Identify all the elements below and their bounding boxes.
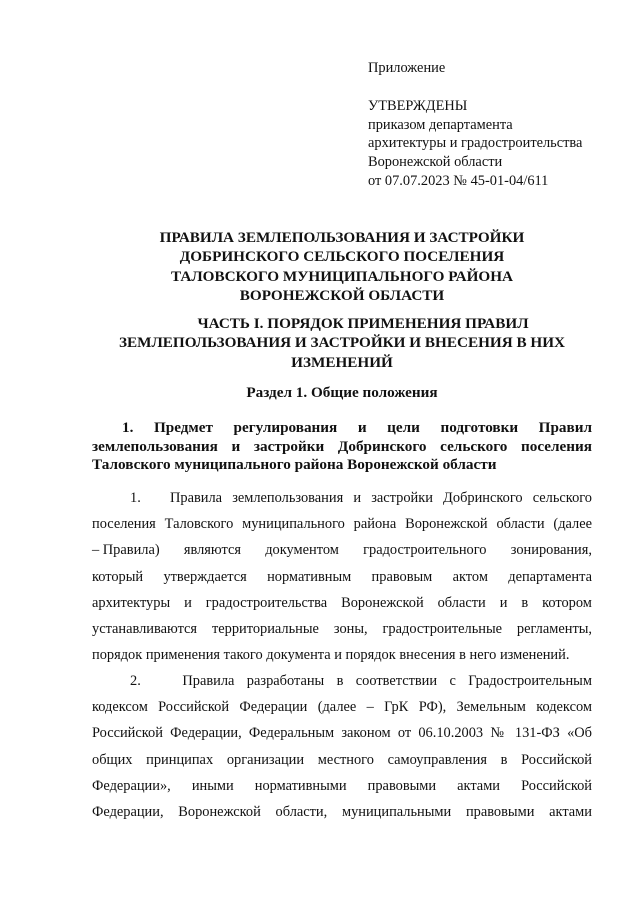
paragraph-word: в — [500, 751, 508, 768]
paragraph-word: ГрК — [384, 699, 409, 716]
paragraph-number: 1. — [130, 490, 141, 506]
paragraph-word: Российской — [521, 777, 592, 794]
paragraph-text: устанавливаются территориальные зоны, градостроительные регламенты, — [92, 620, 592, 637]
paragraph-text: Правила землепользования и застройки Добринского сельского — [170, 490, 592, 506]
paragraph-word: Российской — [521, 751, 592, 768]
paragraph-word: с — [449, 673, 456, 689]
paragraph-word: Российской — [158, 699, 230, 716]
part-heading-line: ЧАСТЬ I. ПОРЯДОК ПРИМЕНЕНИЯ ПРАВИЛ — [197, 315, 529, 332]
appendix-label: Приложение — [368, 60, 446, 76]
paragraph-line — [92, 564, 592, 590]
paragraph-word: который — [92, 568, 144, 585]
paragraph-word: актами — [457, 777, 501, 794]
subject-word: подготовки — [440, 419, 519, 436]
subject-word: регулирования — [233, 419, 338, 436]
paragraph-line — [92, 694, 592, 720]
paragraph-word: нормативным — [267, 568, 352, 585]
paragraph-word: градостроительства — [205, 594, 328, 611]
subject-word: Добринского — [337, 437, 427, 455]
paragraph-word: кодексом — [92, 699, 148, 716]
paragraph-word: – Правила) — [92, 542, 160, 559]
paragraph-word: актом — [452, 568, 488, 585]
paragraph-line — [92, 485, 592, 511]
paragraph-text: порядок применения такого документа и порядок внесения в него изменений. — [92, 647, 570, 664]
paragraph-number: 2. — [130, 673, 141, 689]
approval-order-number: от 07.07.2023 № 45-01-04/611 — [368, 172, 549, 189]
subject-heading — [92, 419, 592, 475]
paragraph-word: документом — [265, 542, 339, 559]
paragraph-word: Воронежской — [178, 803, 261, 820]
paragraph-word: градостроительного — [363, 542, 487, 559]
paragraph-word: области, — [275, 803, 328, 820]
title-line: ДОБРИНСКОГО СЕЛЬСКОГО ПОСЕЛЕНИЯ — [179, 248, 505, 266]
part-heading-line: ИЗМЕНЕНИЙ — [291, 353, 393, 371]
paragraph-word: Федерации», — [92, 777, 171, 794]
paragraph-word: РФ), — [418, 699, 447, 716]
paragraph-word: – — [366, 699, 374, 716]
paragraph-word: организации — [226, 751, 305, 768]
paragraph-word: актами — [549, 803, 592, 820]
paragraph-word: самоуправления — [387, 751, 487, 768]
paragraph-1 — [92, 485, 592, 668]
document-title — [92, 228, 592, 305]
paragraph-word: местного — [317, 751, 374, 768]
paragraph-line — [92, 773, 592, 799]
paragraph-line — [92, 537, 592, 563]
approval-block — [368, 59, 628, 191]
approved-label: УТВЕРЖДЕНЫ — [368, 97, 468, 114]
paragraph-word: иными — [191, 777, 234, 794]
paragraph-word: нормативными — [254, 777, 347, 794]
paragraph-word: Воронежской — [341, 594, 424, 611]
paragraph-word: департамента — [508, 568, 592, 585]
subject-line-3: Таловского муниципального района Воронежской области — [92, 456, 497, 474]
title-line: ВОРОНЕЖСКОЙ ОБЛАСТИ — [239, 286, 445, 304]
paragraph-text: поселения Таловского муниципального района Воронежской области (далее — [92, 516, 592, 533]
paragraph-word: являются — [183, 542, 241, 559]
paragraph-word: утверждается — [163, 568, 247, 585]
paragraph-line — [92, 590, 592, 616]
paragraph-line — [92, 511, 592, 537]
subject-word: цели — [387, 419, 420, 436]
paragraph-word: Правила — [182, 673, 235, 689]
paragraph-line — [92, 616, 592, 642]
paragraph-line — [92, 668, 592, 694]
subject-word: поселения — [520, 437, 592, 455]
paragraph-word: (далее — [317, 699, 357, 716]
paragraph-word: в — [336, 673, 344, 689]
subject-word: застройки — [253, 437, 325, 455]
paragraph-2 — [92, 668, 592, 825]
paragraph-word: правовыми — [465, 803, 535, 820]
paragraph-line — [92, 799, 592, 825]
subject-word: землепользования — [92, 437, 218, 455]
paragraph-word: принципах — [146, 751, 214, 768]
paragraph-word: зонирования, — [510, 542, 592, 559]
paragraph-text: Российской Федерации, Федеральным законом от 06.10.2003 № 131-ФЗ «Об — [92, 725, 592, 742]
approval-line: приказом департамента — [368, 116, 513, 133]
subject-word: Предмет — [153, 419, 213, 436]
paragraph-word: муниципальными — [341, 803, 452, 820]
title-line: ТАЛОВСКОГО МУНИЦИПАЛЬНОГО РАЙОНА — [170, 267, 513, 285]
paragraph-word: общих — [92, 751, 133, 768]
paragraph-line — [92, 720, 592, 746]
part-heading-line: ЗЕМЛЕПОЛЬЗОВАНИЯ И ЗАСТРОЙКИ И ВНЕСЕНИЯ В НИХ — [118, 334, 565, 352]
part-heading — [92, 314, 592, 372]
subject-number: 1. — [122, 419, 134, 436]
paragraph-word: соответствии — [355, 673, 438, 689]
subject-word: и — [357, 419, 367, 436]
paragraph-word: котором — [542, 594, 592, 611]
paragraph-word: архитектуры — [92, 594, 171, 611]
approval-line: Воронежской области — [368, 154, 503, 171]
paragraph-word: Федерации, — [92, 803, 164, 820]
subject-word: Правил — [538, 419, 592, 436]
paragraph-word: Земельным — [456, 699, 526, 716]
paragraph-word: правовыми — [367, 777, 437, 794]
paragraph-word: в — [521, 594, 529, 611]
paragraph-line — [92, 747, 592, 773]
paragraph-word: кодексом — [536, 699, 592, 716]
section-heading: Раздел 1. Общие положения — [246, 384, 438, 401]
paragraph-word: разработаны — [246, 673, 325, 689]
subject-line-2 — [92, 438, 592, 457]
paragraph-word: области — [437, 594, 486, 611]
approval-line: архитектуры и градостроительства — [368, 135, 583, 152]
subject-line-1 — [92, 419, 592, 438]
title-line: ПРАВИЛА ЗЕМЛЕПОЛЬЗОВАНИЯ И ЗАСТРОЙКИ — [159, 229, 525, 246]
paragraph-word: Градостроительным — [468, 673, 592, 689]
paragraph-word: и — [184, 594, 192, 611]
paragraph-word: и — [499, 594, 508, 611]
paragraph-line — [92, 642, 592, 668]
subject-word: сельского — [440, 437, 508, 455]
paragraph-word: правовым — [371, 568, 433, 585]
subject-word: и — [231, 437, 241, 455]
paragraph-word: Федерации — [239, 699, 308, 716]
